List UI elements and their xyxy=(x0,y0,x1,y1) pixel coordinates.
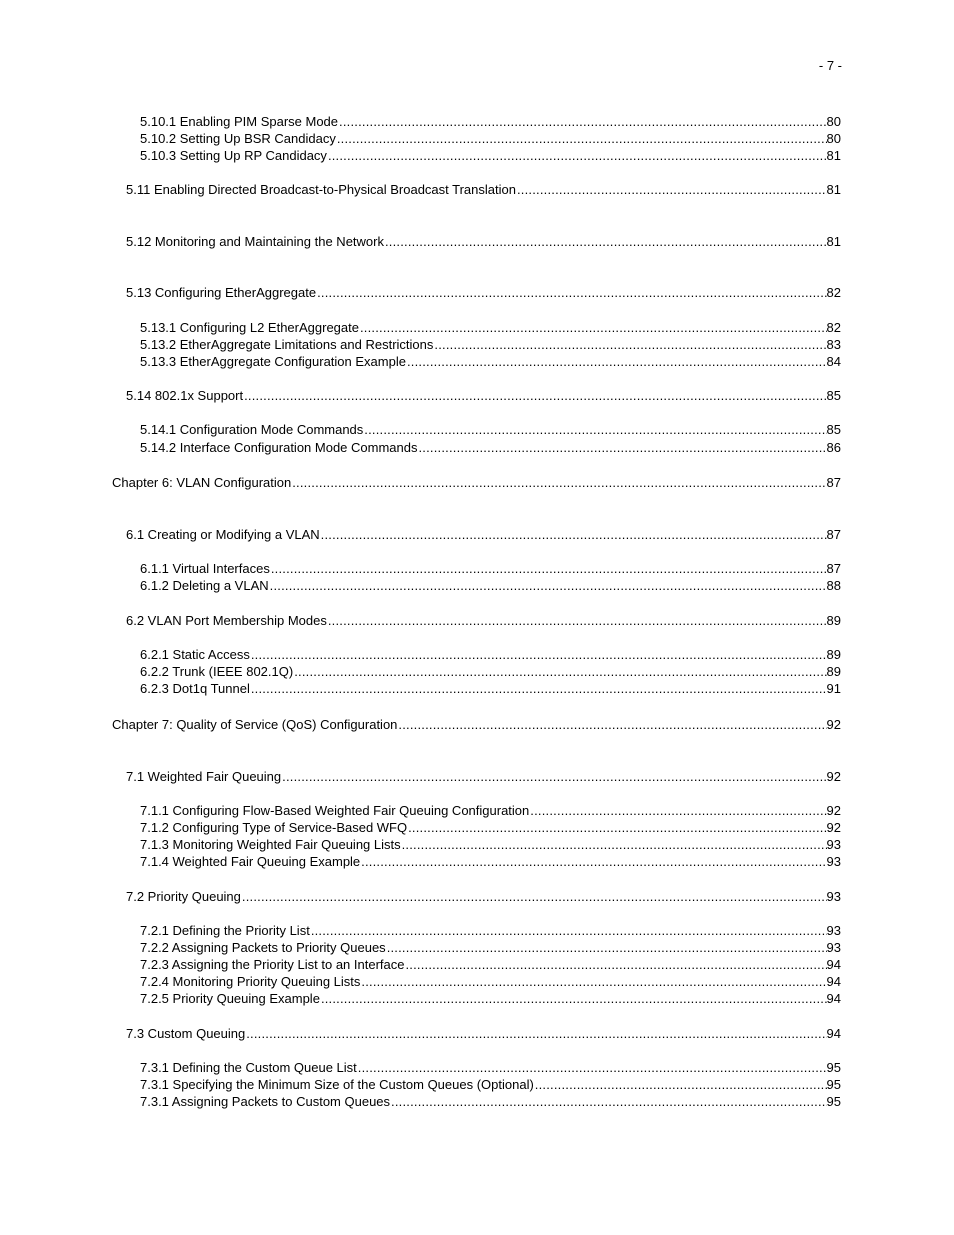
toc-entry-title: 7.3.1 Assigning Packets to Custom Queues xyxy=(140,1094,391,1109)
toc-entry[interactable] xyxy=(126,1025,841,1042)
toc-entry-title: 5.10.1 Enabling PIM Sparse Mode xyxy=(140,114,339,129)
toc-entry-title: 7.1.3 Monitoring Weighted Fair Queuing Lists xyxy=(140,837,401,852)
toc-entry[interactable] xyxy=(140,956,841,973)
toc-entry-page-number: 87 xyxy=(826,561,841,576)
toc-entry-page-number: 94 xyxy=(826,974,841,989)
toc-entry-page-number: 92 xyxy=(826,717,841,732)
toc-entry[interactable] xyxy=(126,526,841,543)
toc-entry[interactable] xyxy=(140,973,841,990)
toc-entry-title: 6.2 VLAN Port Membership Modes xyxy=(126,613,327,628)
toc-entry-title: 7.1 Weighted Fair Queuing xyxy=(126,769,282,784)
toc-entry-page-number: 93 xyxy=(826,889,841,904)
toc-entry[interactable] xyxy=(112,474,841,491)
toc-entry[interactable] xyxy=(140,663,841,680)
toc-entry[interactable] xyxy=(126,888,841,905)
toc-entry[interactable] xyxy=(140,421,841,438)
toc-entry[interactable] xyxy=(140,853,841,870)
toc-dot-leader xyxy=(250,680,827,697)
toc-entry-title: 6.2.3 Dot1q Tunnel xyxy=(140,681,250,696)
toc-entry[interactable] xyxy=(126,387,841,404)
toc-entry[interactable] xyxy=(140,439,841,456)
toc-dot-leader xyxy=(363,421,826,438)
toc-entry-title: 5.13 Configuring EtherAggregate xyxy=(126,285,317,300)
toc-entry-title: 7.2.3 Assigning the Priority List to an Interface xyxy=(140,957,405,972)
toc-entry[interactable] xyxy=(140,646,841,663)
toc-entry-title: 7.1.1 Configuring Flow-Based Weighted Fair Queuing Configuration xyxy=(140,803,530,818)
toc-dot-leader xyxy=(310,922,827,939)
toc-entry-title: 7.2.2 Assigning Packets to Priority Queues xyxy=(140,940,386,955)
toc-dot-leader xyxy=(320,526,827,543)
toc-entry[interactable] xyxy=(126,612,841,629)
toc-dot-leader xyxy=(386,939,827,956)
toc-entry-page-number: 92 xyxy=(826,803,841,818)
toc-entry-page-number: 93 xyxy=(826,837,841,852)
toc-dot-leader xyxy=(401,836,827,853)
toc-entry-page-number: 80 xyxy=(826,131,841,146)
toc-entry-title: Chapter 6: VLAN Configuration xyxy=(112,475,292,490)
toc-dot-leader xyxy=(291,474,826,491)
toc-dot-leader xyxy=(384,233,827,250)
toc-entry[interactable] xyxy=(140,836,841,853)
toc-entry[interactable] xyxy=(140,990,841,1007)
toc-entry-page-number: 87 xyxy=(826,475,841,490)
toc-entry[interactable] xyxy=(140,819,841,836)
toc-entry-page-number: 82 xyxy=(826,320,841,335)
toc-dot-leader xyxy=(316,284,826,301)
toc-dot-leader xyxy=(360,973,826,990)
toc-dot-leader xyxy=(245,1025,826,1042)
toc-dot-leader xyxy=(390,1093,827,1110)
toc-entry-page-number: 94 xyxy=(826,1026,841,1041)
toc-entry-page-number: 85 xyxy=(826,422,841,437)
toc-entry-title: 7.1.2 Configuring Type of Service-Based WFQ xyxy=(140,820,408,835)
toc-entry-title: 7.2.5 Priority Queuing Example xyxy=(140,991,320,1006)
toc-dot-leader xyxy=(516,181,827,198)
toc-dot-leader xyxy=(336,130,827,147)
toc-entry-title: 6.1.2 Deleting a VLAN xyxy=(140,578,269,593)
toc-entry-title: 5.10.3 Setting Up RP Candidacy xyxy=(140,148,327,163)
toc-dot-leader xyxy=(293,663,826,680)
page-number: - 7 - xyxy=(818,58,842,73)
toc-entry-title: 6.1.1 Virtual Interfaces xyxy=(140,561,270,576)
toc-entry-page-number: 93 xyxy=(826,923,841,938)
toc-dot-leader xyxy=(269,577,827,594)
toc-entry-page-number: 95 xyxy=(826,1060,841,1075)
toc-dot-leader xyxy=(250,646,827,663)
toc-entry-page-number: 81 xyxy=(826,234,841,249)
toc-entry-page-number: 93 xyxy=(826,854,841,869)
toc-dot-leader xyxy=(433,336,826,353)
toc-entry-title: 5.13.3 EtherAggregate Configuration Example xyxy=(140,354,406,369)
toc-entry-page-number: 91 xyxy=(826,681,841,696)
toc-entry-title: 7.2.1 Defining the Priority List xyxy=(140,923,310,938)
toc-entry[interactable] xyxy=(140,560,841,577)
toc-entry-page-number: 89 xyxy=(826,664,841,679)
toc-entry-page-number: 94 xyxy=(826,957,841,972)
toc-entry-page-number: 85 xyxy=(826,388,841,403)
toc-dot-leader xyxy=(357,1059,827,1076)
toc-entry-title: 5.13.1 Configuring L2 EtherAggregate xyxy=(140,320,359,335)
toc-entry[interactable] xyxy=(126,233,841,250)
toc-dot-leader xyxy=(360,853,826,870)
toc-entry[interactable] xyxy=(140,577,841,594)
toc-dot-leader xyxy=(397,716,826,733)
toc-entry[interactable] xyxy=(140,113,841,130)
toc-dot-leader xyxy=(243,387,826,404)
toc-entry[interactable] xyxy=(126,181,841,198)
toc-dot-leader xyxy=(241,888,827,905)
toc-entry-title: 5.14.1 Configuration Mode Commands xyxy=(140,422,364,437)
toc-dot-leader xyxy=(327,612,827,629)
toc-dot-leader xyxy=(407,819,826,836)
toc-dot-leader xyxy=(404,956,826,973)
toc-entry-page-number: 92 xyxy=(826,820,841,835)
toc-dot-leader xyxy=(281,768,826,785)
toc-entry[interactable] xyxy=(140,336,841,353)
toc-entry-title: 7.3.1 Defining the Custom Queue List xyxy=(140,1060,357,1075)
toc-entry-title: 5.14 802.1x Support xyxy=(126,388,244,403)
toc-entry-title: 6.1 Creating or Modifying a VLAN xyxy=(126,527,320,542)
toc-entry-title: 5.12 Monitoring and Maintaining the Network xyxy=(126,234,384,249)
toc-entry[interactable] xyxy=(112,716,841,733)
toc-entry-title: 7.3 Custom Queuing xyxy=(126,1026,246,1041)
toc-entry-page-number: 87 xyxy=(826,527,841,542)
toc-entry-page-number: 94 xyxy=(826,991,841,1006)
toc-entry-page-number: 88 xyxy=(826,578,841,593)
toc-entry-page-number: 84 xyxy=(826,354,841,369)
toc-entry[interactable] xyxy=(140,802,841,819)
toc-dot-leader xyxy=(534,1076,827,1093)
toc-entry[interactable] xyxy=(126,768,841,785)
toc-entry[interactable] xyxy=(140,147,841,164)
toc-entry-page-number: 95 xyxy=(826,1094,841,1109)
toc-entry[interactable] xyxy=(140,939,841,956)
toc-entry[interactable] xyxy=(140,1059,841,1076)
toc-entry-title: 6.2.1 Static Access xyxy=(140,647,250,662)
toc-entry[interactable] xyxy=(140,319,841,336)
toc-entry[interactable] xyxy=(140,922,841,939)
toc-entry[interactable] xyxy=(140,680,841,697)
toc-entry-page-number: 80 xyxy=(826,114,841,129)
toc-entry-page-number: 89 xyxy=(826,647,841,662)
toc-entry-title: 7.2 Priority Queuing xyxy=(126,889,241,904)
toc-dot-leader xyxy=(418,439,827,456)
toc-entry-page-number: 83 xyxy=(826,337,841,352)
toc-entry-page-number: 81 xyxy=(826,182,841,197)
toc-entry-title: 7.2.4 Monitoring Priority Queuing Lists xyxy=(140,974,361,989)
toc-entry-page-number: 86 xyxy=(826,440,841,455)
toc-entry-page-number: 92 xyxy=(826,769,841,784)
toc-dot-leader xyxy=(270,560,827,577)
toc-entry[interactable] xyxy=(140,130,841,147)
toc-entry-title: 7.1.4 Weighted Fair Queuing Example xyxy=(140,854,361,869)
toc-entry-page-number: 95 xyxy=(826,1077,841,1092)
toc-entry-page-number: 82 xyxy=(826,285,841,300)
toc-entry[interactable] xyxy=(140,1093,841,1110)
toc-dot-leader xyxy=(320,990,827,1007)
toc-entry-title: 5.10.2 Setting Up BSR Candidacy xyxy=(140,131,336,146)
toc-dot-leader xyxy=(327,147,827,164)
toc-dot-leader xyxy=(338,113,827,130)
toc-entry-title: 5.14.2 Interface Configuration Mode Commands xyxy=(140,440,418,455)
toc-entry-title: 6.2.2 Trunk (IEEE 802.1Q) xyxy=(140,664,294,679)
toc-entry-title: 5.13.2 EtherAggregate Limitations and Restrictions xyxy=(140,337,434,352)
toc-entry-title: Chapter 7: Quality of Service (QoS) Configuration xyxy=(112,717,398,732)
toc-dot-leader xyxy=(529,802,826,819)
toc-entry-title: 5.11 Enabling Directed Broadcast-to-Physical Broadcast Translation xyxy=(126,182,516,197)
toc-entry-page-number: 93 xyxy=(826,940,841,955)
toc-entry[interactable] xyxy=(126,284,841,301)
toc-dot-leader xyxy=(359,319,827,336)
toc-entry-page-number: 81 xyxy=(826,148,841,163)
toc-dot-leader xyxy=(406,353,827,370)
toc-entry[interactable] xyxy=(140,1076,841,1093)
toc-entry[interactable] xyxy=(140,353,841,370)
toc-entry-title: 7.3.1 Specifying the Minimum Size of the Custom Queues (Optional) xyxy=(140,1077,534,1092)
toc-entry-page-number: 89 xyxy=(826,613,841,628)
